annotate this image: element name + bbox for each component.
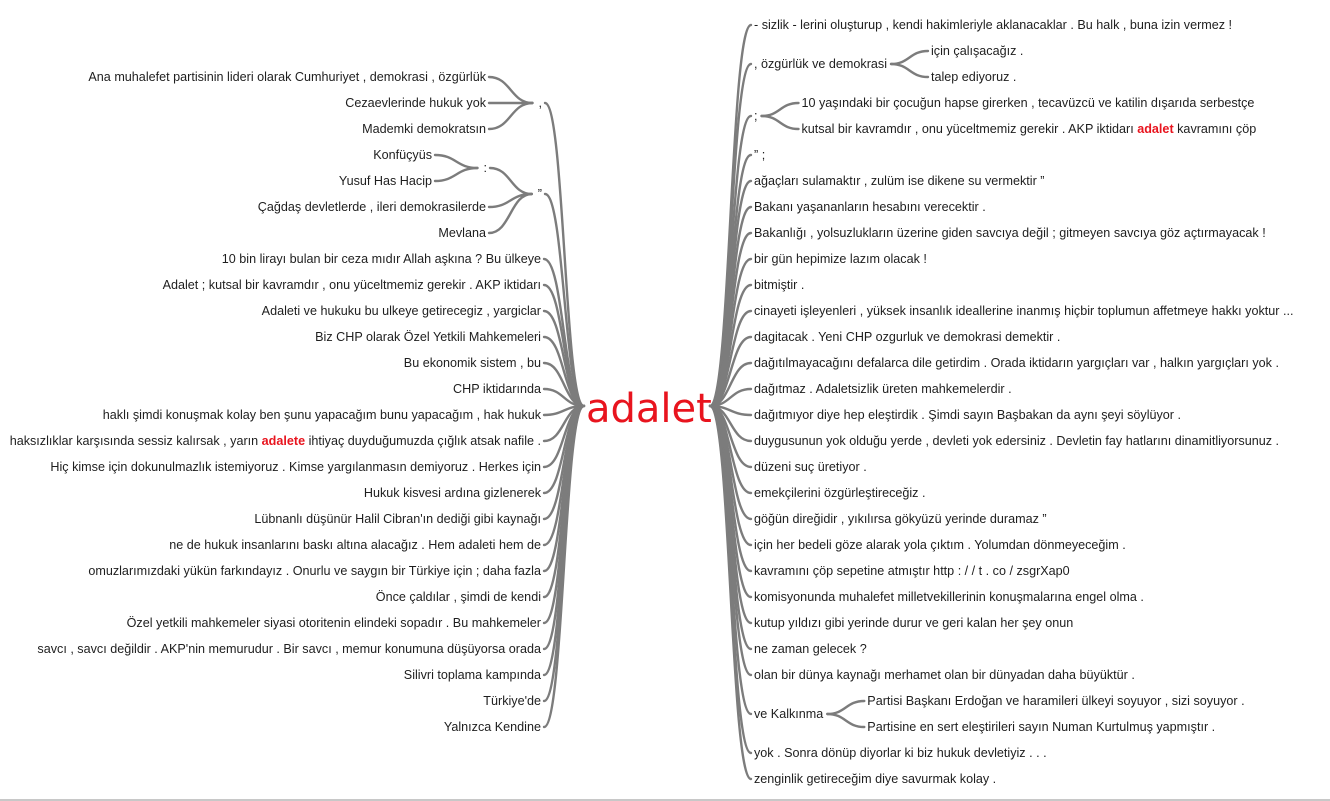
- leaf-phrase: [10, 433, 541, 449]
- leaf-phrase: ne de hukuk insanlarını baskı altına alacağız . Hem adaleti hem de: [169, 538, 541, 552]
- leaf-phrase: ağaçları sulamaktır , zulüm ise dikene su vermektir ”: [754, 174, 1045, 188]
- branch-connector: [435, 168, 478, 181]
- branch-connector: [435, 155, 478, 168]
- leaf-phrase: Biz CHP olarak Özel Yetkili Mahkemeleri: [315, 330, 541, 344]
- leaf-phrase: Yusuf Has Hacip: [338, 174, 432, 188]
- leaf-phrase: için çalışacağız .: [931, 44, 1024, 58]
- leaf-phrase: Partisine en sert eleştirileri sayın Numan Kurtulmuş yapmıştır .: [867, 720, 1216, 734]
- leaf-phrase: cinayeti işleyenleri , yüksek insanlık ideallerine inanmış hiçbir toplumun affetmeye hakkı yoktur ...: [754, 304, 1294, 318]
- highlighted-keyword: adalete: [261, 434, 306, 448]
- leaf-phrase: ne zaman gelecek ?: [754, 642, 867, 656]
- leaf-phrase: yok . Sonra dönüp diyorlar ki biz hukuk devletiyiz . . .: [754, 746, 1047, 760]
- leaf-phrase: ” ;: [754, 148, 766, 162]
- leaf-phrase: bitmiştir .: [754, 278, 805, 292]
- leaf-phrase: omuzlarımızdaki yükün farkındayız . Onurlu ve saygın bir Türkiye için ; daha fazla: [88, 564, 541, 578]
- branch-connector: [891, 51, 928, 64]
- branch-connector: [762, 116, 799, 129]
- leaf-phrase: dağıtılmayacağını defalarca dile getirdim . Orada iktidarın yargıçları var , halkın yargıçları yok .: [754, 356, 1279, 370]
- leaf-phrase: Lübnanlı düşünür Halil Cibran'ın dediği gibi kaynağı: [254, 512, 541, 526]
- leaf-phrase: bir gün hepimize lazım olacak !: [754, 252, 927, 266]
- leaf-phrase: [802, 121, 1257, 137]
- branch-connector: [891, 64, 928, 77]
- leaf-phrase: Hukuk kisvesi ardına gizlenerek: [363, 486, 541, 500]
- branch-node: :: [483, 161, 487, 175]
- leaf-phrase: Yalnızca Kendine: [443, 720, 541, 734]
- branch-connector: [490, 168, 532, 194]
- leaf-phrase: Partisi Başkanı Erdoğan ve haramileri ülkeyi soyuyor , sizi soyuyor .: [867, 694, 1245, 708]
- phrase-part: haksızlıklar karşısında sessiz kalırsak , yarın: [9, 434, 262, 448]
- leaf-phrase: dağıtmaz . Adaletsizlik üreten mahkemelerdir .: [754, 382, 1012, 396]
- leaf-phrase: komisyonunda muhalefet milletvekillerinin konuşmalarına engel olma .: [754, 590, 1144, 604]
- phrase-part: kutsal bir kavramdır , onu yüceltmemiz gerekir . AKP iktidarı: [801, 122, 1138, 136]
- leaf-phrase: savcı , savcı değildir . AKP'nin memurudur . Bir savcı , memur konumuna düşüyorsa orada: [37, 642, 541, 656]
- leaf-phrase: 10 yaşındaki bir çocuğun hapse girerken , tecavüzcü ve katilin dışarıda serbestçe: [801, 96, 1255, 110]
- leaf-phrase: dagitacak . Yeni CHP ozgurluk ve demokrasi demektir .: [754, 330, 1061, 344]
- leaf-phrase: dağıtmıyor diye hep eleştirdik . Şimdi sayın Başbakan da aynı şeyi söylüyor .: [754, 408, 1181, 422]
- leaf-phrase: Özel yetkili mahkemeler siyasi otoritenin elindeki sopadır . Bu mahkemeler: [126, 616, 541, 630]
- branch-connector: [489, 77, 533, 103]
- leaf-phrase: emekçilerini özgürleştireceğiz .: [754, 486, 926, 500]
- branch-node: ;: [754, 109, 758, 123]
- branch-node: ”: [537, 187, 542, 201]
- root-word: adalet: [586, 386, 712, 432]
- leaf-phrase: Silivri toplama kampında: [403, 668, 541, 682]
- branch-connector: [827, 714, 864, 727]
- leaf-phrase: Önce çaldılar , şimdi de kendi: [375, 590, 541, 604]
- branch-node: ,: [538, 96, 542, 110]
- leaf-phrase: zenginlik getireceğim diye savurmak kolay .: [754, 772, 997, 786]
- leaf-phrase: - sizlik - lerini oluşturup , kendi hakimleriyle aklanacaklar . Bu halk , buna izin vermez !: [754, 18, 1233, 32]
- leaf-phrase: Mademki demokratsın: [362, 122, 486, 136]
- leaf-phrase: Bakanı yaşananların hesabını verecektir .: [754, 200, 986, 214]
- leaf-phrase: Adaleti ve hukuku bu ulkeye getirecegiz , yargiclar: [261, 304, 541, 318]
- branch-node: , özgürlük ve demokrasi: [754, 57, 887, 71]
- leaf-phrase: CHP iktidarında: [453, 382, 541, 396]
- leaf-phrase: olan bir dünya kaynağı merhamet olan bir dünyadan daha büyüktür .: [754, 668, 1135, 682]
- leaf-phrase: için her bedeli göze alarak yola çıktım . Yolumdan dönmeyeceğim .: [754, 538, 1126, 552]
- leaf-phrase: duygusunun yok olduğu yerde , devleti yok edersiniz . Devletin fay hatlarını dinamitliyorsunuz .: [754, 434, 1280, 448]
- leaf-phrase: Cezaevlerinde hukuk yok: [345, 96, 486, 110]
- leaf-phrase: Çağdaş devletlerde , ileri demokrasilerde: [257, 200, 486, 214]
- branch-connector: [827, 701, 864, 714]
- phrase-part: kavramını çöp: [1173, 122, 1257, 136]
- leaf-phrase: Bu ekonomik sistem , bu: [403, 356, 541, 370]
- leaf-phrase: Konfüçyüs: [373, 148, 432, 162]
- leaf-phrase: Hiç kimse için dokunulmazlık istemiyoruz . Kimse yargılanmasın demiyoruz . Herkes için: [50, 460, 541, 474]
- leaf-phrase: kutup yıldızı gibi yerinde durur ve geri kalan her şey onun: [754, 616, 1074, 630]
- leaf-phrase: Mevlana: [438, 226, 486, 240]
- highlighted-keyword: adalet: [1137, 122, 1174, 136]
- branch-node: ve Kalkınma: [754, 707, 824, 721]
- leaf-phrase: Adalet ; kutsal bir kavramdır , onu yüceltmemiz gerekir . AKP iktidarı: [162, 278, 541, 292]
- leaf-phrase: haklı şimdi konuşmak kolay ben şunu yapacağım bunu yapacağım , hak hukuk: [102, 408, 541, 422]
- leaf-phrase: göğün direğidir , yıkılırsa gökyüzü yerinde duramaz ”: [754, 512, 1047, 526]
- leaf-phrase: Bakanlığı , yolsuzlukların üzerine giden savcıya değil ; gitmeyen savcıya göz açtırmayacak !: [754, 226, 1266, 240]
- leaf-phrase: Türkiye'de: [483, 694, 541, 708]
- leaf-phrase: 10 bin lirayı bulan bir ceza mıdır Allah aşkına ? Bu ülkeye: [221, 252, 541, 266]
- leaf-phrase: düzeni suç üretiyor .: [754, 460, 867, 474]
- branch-connector: [762, 103, 799, 116]
- branch-connector: [489, 103, 533, 129]
- leaf-phrase: Ana muhalefet partisinin lideri olarak Cumhuriyet , demokrasi , özgürlük: [88, 70, 486, 84]
- leaf-phrase: talep ediyoruz .: [931, 70, 1017, 84]
- phrase-part: ihtiyaç duyduğumuzda çığlık atsak nafile .: [305, 434, 541, 448]
- leaf-phrase: kavramını çöp sepetine atmıştır http : / / t . co / zsgrXap0: [754, 564, 1070, 578]
